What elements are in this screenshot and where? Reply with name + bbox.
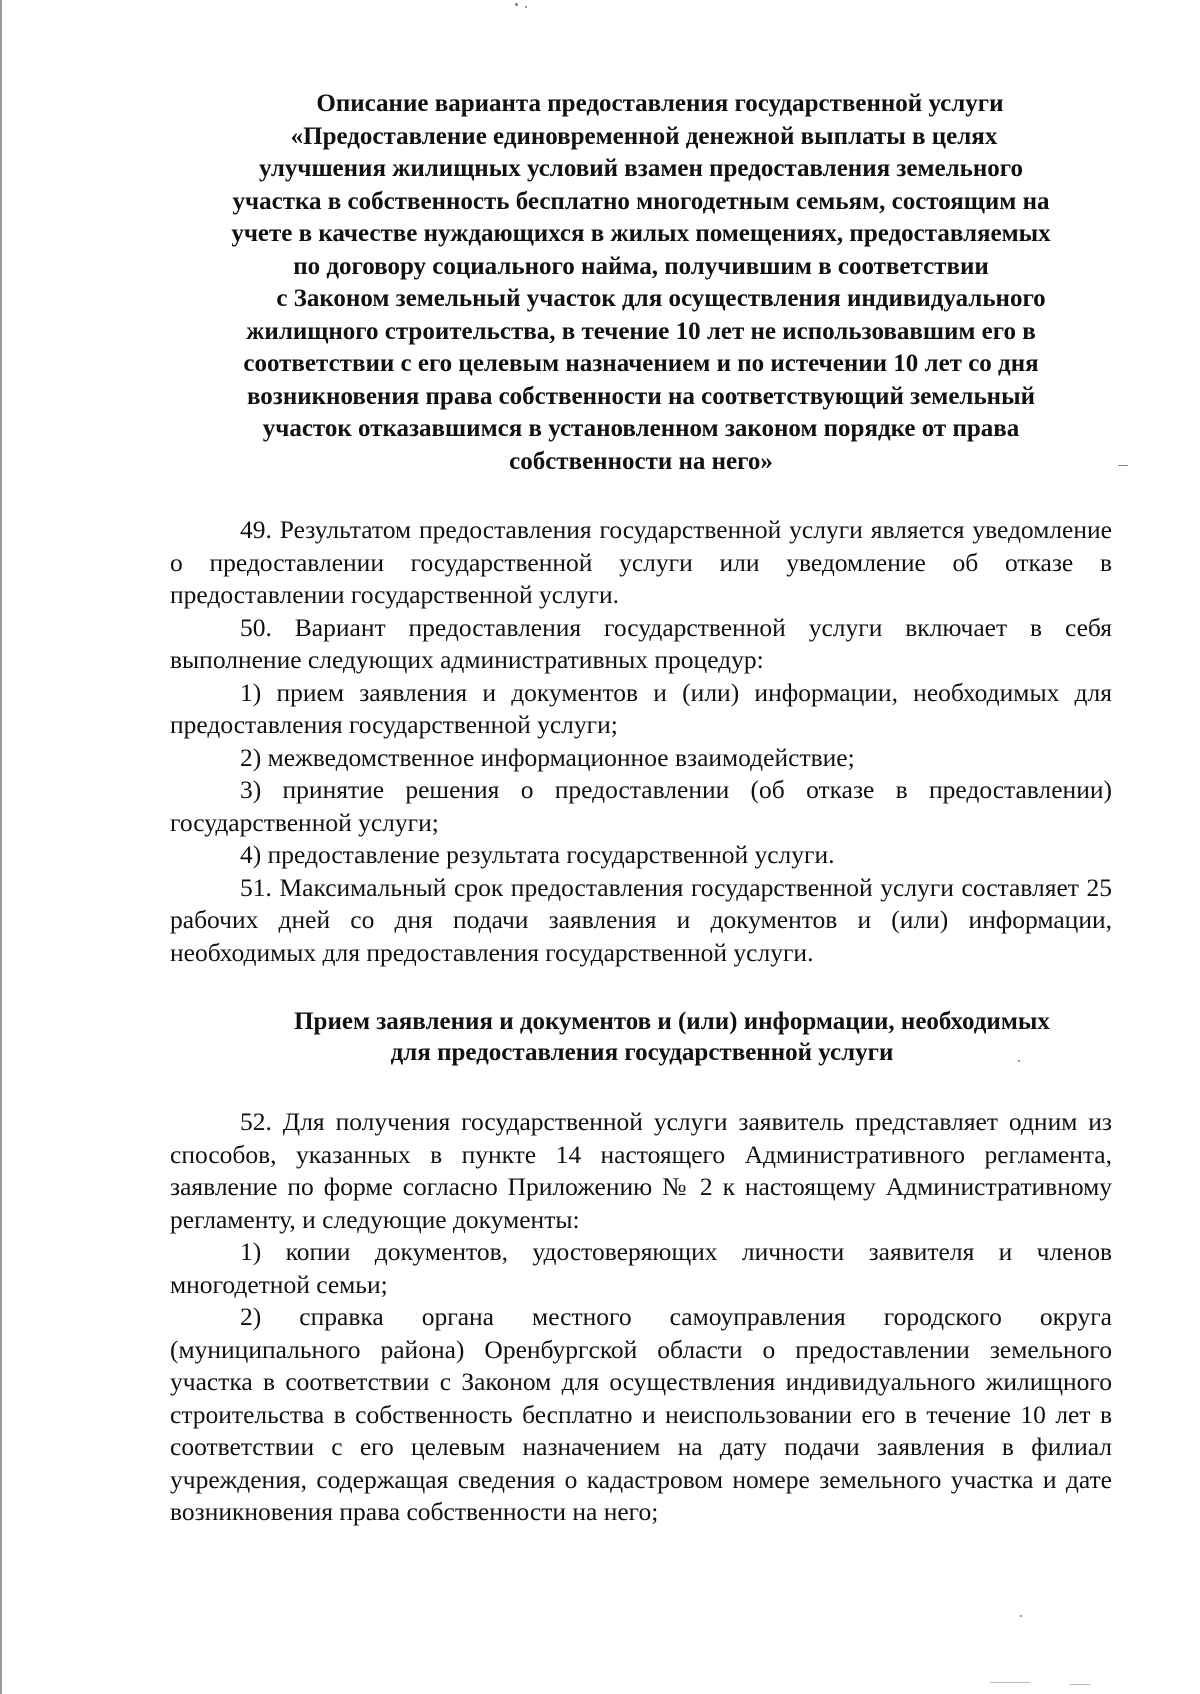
document-title [170,88,1112,478]
title-line: с Законом земельный участок для осуществления индивидуального [276,285,1046,312]
list-item-1-docs: 1) копии документов, удостоверяющих личности заявителя и членов многодетной семьи; [170,1237,1112,1299]
scan-speck [525,6,527,8]
spacer [170,478,1112,514]
paragraph-52: 52. Для получения государственной услуги заявитель представляет одним из способов, указанных в пункте 14 настоящего Административного регламента, заявление по форме согласно Приложению № 2 к настоящему Административному регламенту, и следующие документы: [170,1107,1112,1234]
paragraph-50: 50. Вариант предоставления государственной услуги включает в себя выполнение следующих административных процедур: [170,612,1112,674]
scan-speck [1020,1615,1022,1617]
list-item-1: 1) прием заявления и документов и (или) информации, необходимых для предоставления государственной услуги; [170,677,1112,739]
section-heading-line: Прием заявления и документов и (или) информации, необходимых [294,1008,1050,1035]
list-item-3: 3) принятие решения о предоставлении (об отказе в предоставлении) государственной услуги; [170,775,1112,837]
section-heading-line: для предоставления государственной услуги [390,1039,894,1066]
title-line: участка в собственность бесплатно многодетным семьям, состоящим на [232,187,1050,215]
scan-mark [1118,465,1128,466]
scan-speck [515,3,518,6]
title-line: участок отказавшимся в установленном законом порядке от права [262,415,1020,442]
section-heading [170,1006,1112,1068]
title-line: учете в качестве нуждающихся в жилых помещениях, предоставляемых [231,220,1051,247]
document-content [170,88,1112,1529]
title-line: по договору социального найма, получившим в соответствии [293,252,989,280]
title-line: улучшения жилищных условий взамен предоставления земельного [258,155,1024,182]
list-item-2: 2) межведомственное информационное взаимодействие; [240,742,855,772]
spacer [170,1068,1112,1106]
title-line: возникновения права собственности на соответствующий земельный [246,382,1036,410]
scan-mark [1070,1684,1090,1685]
title-line: соответствии с его целевым назначением и по истечении 10 лет со дня [243,350,1039,377]
title-line: Описание варианта предоставления государственной услуги [316,90,1004,117]
list-item-4: 4) предоставление результата государственной услуги. [240,840,835,869]
scan-edge-shadow [0,0,2,1694]
title-line: собственности на него» [509,447,773,475]
scan-mark [990,1682,1030,1683]
list-item-2-docs: 2) справка органа местного самоуправления городского округа (муниципального района) Оренбургской области о предоставлении земельного участка в соответствии с Законом для осуществления индивидуального жилищного строительства в собственность бесплатно и неиспользовании его в течение 10 лет в соответствии с его целевым назначением на дату подачи заявления в филиал учреждения, содержащая сведения о кадастровом номере земельного участка и дате возникновения права собственности на него; [170,1302,1112,1526]
title-line: «Предоставление единовременной денежной выплаты в целях [290,122,998,150]
paragraph-51: 51. Максимальный срок предоставления государственной услуги составляет 25 рабочих дней со дня подачи заявления и документов и (или) информации, необходимых для предоставления государственной услуги. [170,872,1112,967]
paragraph-49: 49. Результатом предоставления государственной услуги является уведомление о предоставлении государственной услуги или уведомление об отказе в предоставлении государственной услуги. [170,515,1112,609]
spacer [170,969,1112,1006]
title-line: жилищного строительства, в течение 10 лет не использовавшим его в [246,317,1036,345]
